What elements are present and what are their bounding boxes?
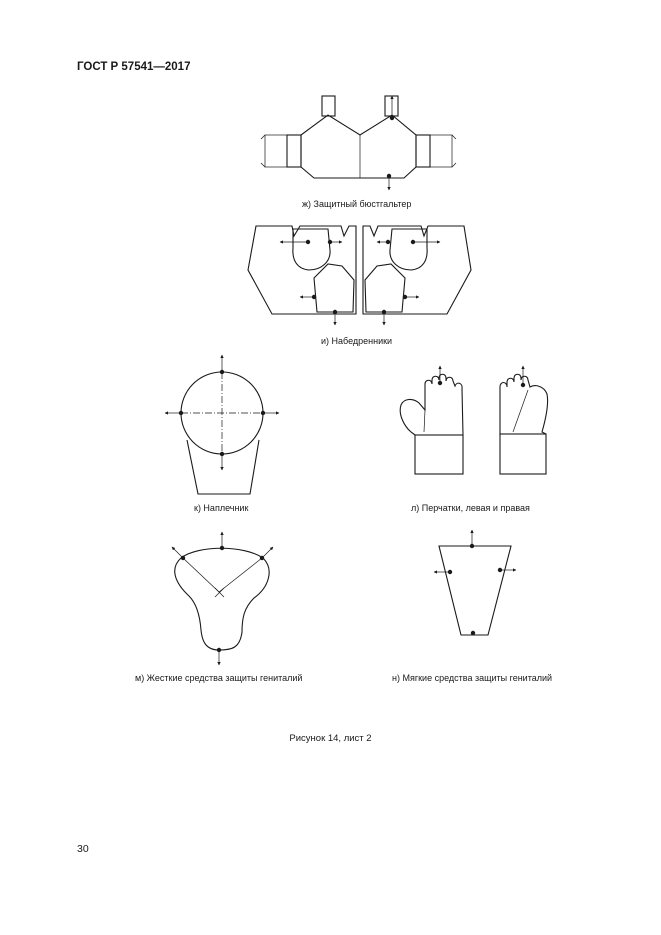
caption-protective-bra: ж) Защитный бюстгальтер [302, 199, 412, 209]
caption-shoulder-pad: к) Наплечник [194, 503, 249, 513]
drawing-soft-genital-protector [434, 530, 516, 635]
drawing-protective-bra [261, 96, 456, 190]
drawing-gloves [400, 366, 547, 474]
document-header: ГОСТ Р 57541—2017 [77, 61, 191, 73]
caption-hard-genital-protector: м) Жесткие средства защиты гениталий [135, 673, 303, 683]
caption-gloves: л) Перчатки, левая и правая [411, 503, 530, 513]
figure-title: Рисунок 14, лист 2 [289, 733, 372, 744]
page-number: 30 [77, 843, 89, 855]
drawing-shoulder-pad [165, 355, 279, 494]
caption-thigh-pads: и) Набедренники [321, 336, 393, 346]
drawing-hard-genital-protector [172, 532, 273, 665]
drawing-thigh-pads [248, 226, 471, 325]
caption-soft-genital-protector: н) Мягкие средства защиты гениталий [392, 673, 553, 683]
